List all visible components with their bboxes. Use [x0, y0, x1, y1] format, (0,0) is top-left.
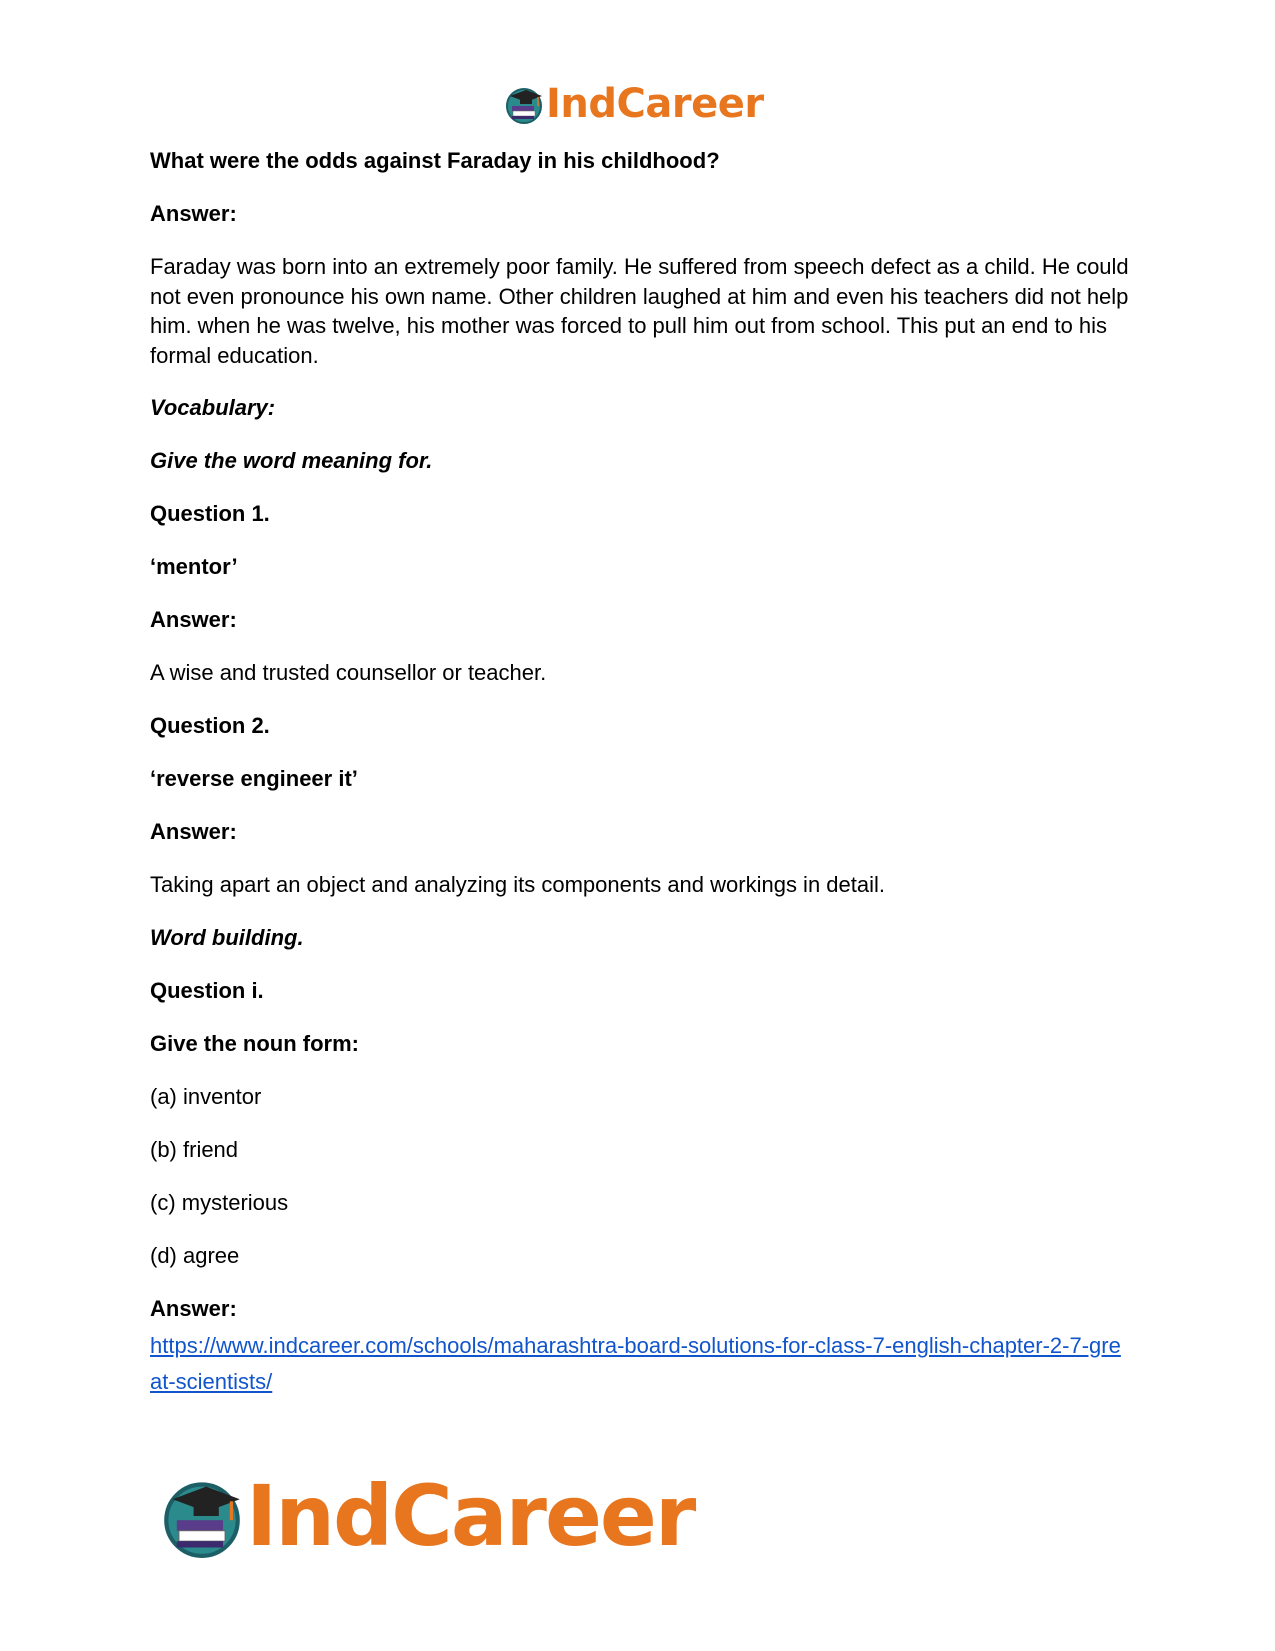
- question-2-term: ‘reverse engineer it’: [150, 766, 358, 791]
- question-title: What were the odds against Faraday in his childhood?: [150, 148, 720, 173]
- question-i-label: Question i.: [150, 978, 264, 1003]
- answer-label: Answer:: [150, 1296, 237, 1321]
- question-1-label: Question 1.: [150, 501, 270, 526]
- option-item: (d) agree: [150, 1243, 240, 1268]
- vocabulary-instruction: Give the word meaning for.: [150, 448, 433, 473]
- source-link[interactable]: https://www.indcareer.com/schools/maharashtra-board-solutions-for-class-7-english-chapter-2-7-great-scientists/: [150, 1333, 1121, 1394]
- answer-label: Answer:: [150, 201, 237, 226]
- answer-text: Taking apart an object and analyzing its components and workings in detail.: [150, 872, 886, 897]
- indcareer-logo-icon: [160, 1474, 244, 1558]
- footer-logo: [160, 1468, 694, 1564]
- answer-label: Answer:: [150, 607, 237, 632]
- question-1-term: ‘mentor’: [150, 554, 238, 579]
- option-item: (c) mysterious: [150, 1190, 289, 1215]
- option-item: (a) inventor: [150, 1084, 262, 1109]
- word-building-heading: Word building.: [150, 925, 304, 950]
- vocabulary-heading: Vocabulary:: [150, 395, 276, 420]
- option-item: (b) friend: [150, 1137, 239, 1162]
- brand-name: IndCareer: [546, 81, 764, 127]
- question-2-label: Question 2.: [150, 713, 270, 738]
- answer-label: Answer:: [150, 819, 237, 844]
- brand-name: IndCareer: [246, 1467, 695, 1565]
- header-logo: [504, 80, 764, 128]
- answer-text: A wise and trusted counsellor or teacher.: [150, 660, 547, 685]
- answer-paragraph: Faraday was born into an extremely poor family. He suffered from speech defect as a child. He could not even pronounce his own name. Other children laughed at him and even his teachers did not help him. when he was twelve, his mother was forced to pull him out from school. This put an end to his formal education.: [150, 254, 1129, 368]
- document-body: [150, 146, 1130, 1400]
- indcareer-logo-icon: [504, 84, 544, 124]
- question-i-instruction: Give the noun form:: [150, 1031, 359, 1056]
